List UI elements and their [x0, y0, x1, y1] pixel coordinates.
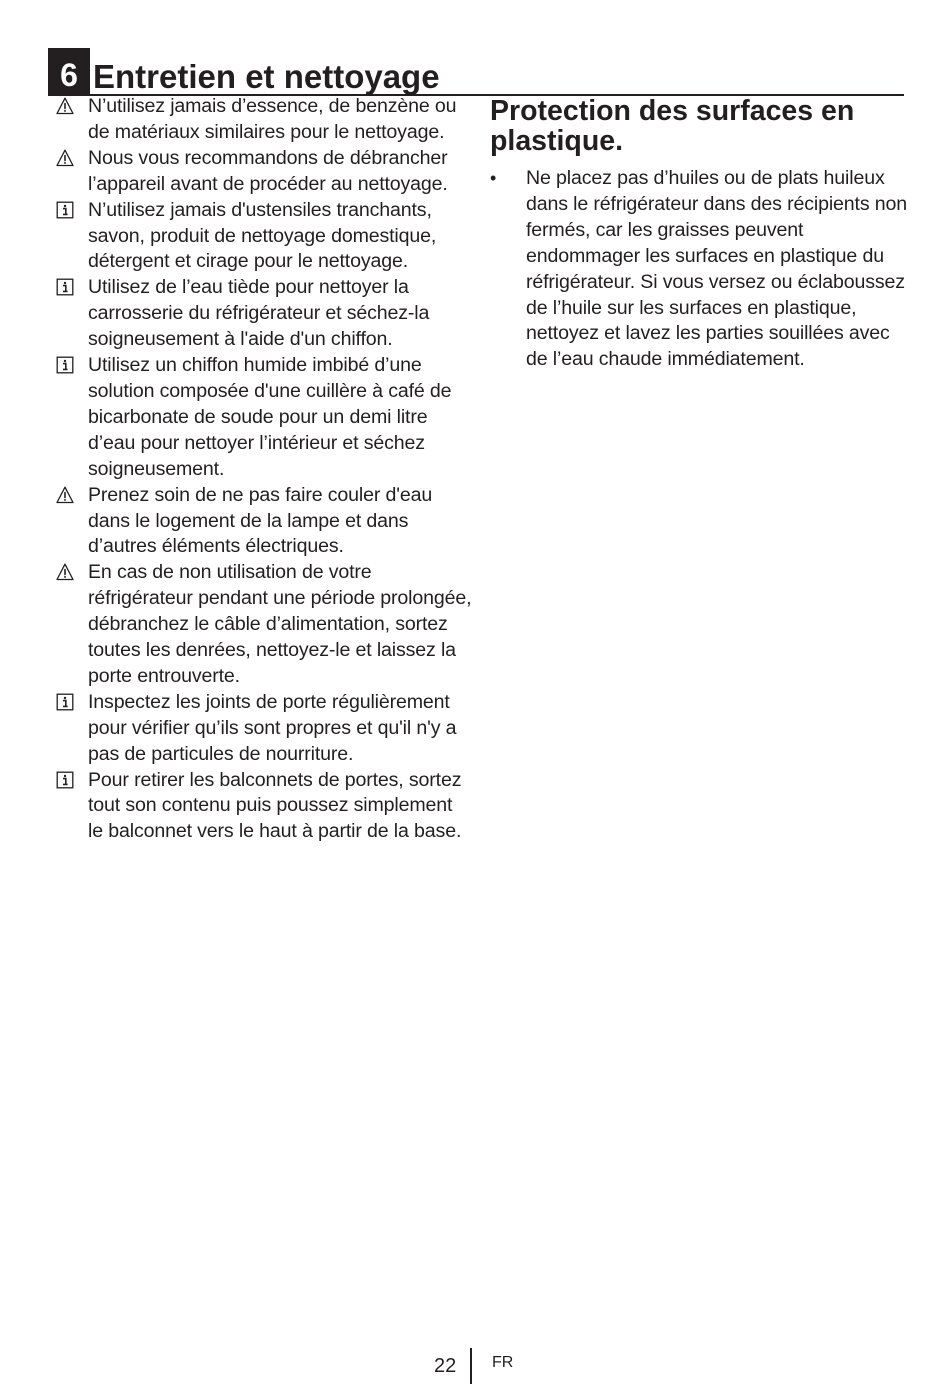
- info-icon: [56, 356, 74, 374]
- note-text: Prenez soin de ne pas faire couler d'eau dans le logement de la lampe et dans d’autres éléments électriques.: [88, 483, 433, 558]
- note-text: Pour retirer les balconnets de portes, sortez tout son contenu puis poussez simplement le balconnet vers le haut à partir de la base.: [88, 768, 462, 843]
- language-code: FR: [492, 1354, 514, 1371]
- page-number: 22: [434, 1355, 457, 1377]
- note-item: [52, 353, 472, 483]
- note-item: [52, 146, 472, 198]
- left-column: [52, 94, 472, 845]
- section-title: Entretien et nettoyage: [93, 58, 440, 95]
- note-text: En cas de non utilisation de votre réfrigérateur pendant une période prolongée, débranchez le câble d’alimentation, sortez toutes les denrées, nettoyez-le et laissez la porte entrouverte.: [88, 561, 472, 687]
- info-icon: [56, 201, 74, 219]
- note-text: Utilisez un chiffon humide imbibé d’une solution composée d'une cuillère à café de bicarbonate de soude pour un demi litre d’eau pour nettoyer l’intérieur et séchez soigneusement.: [88, 354, 452, 480]
- note-item: [52, 94, 472, 146]
- warning-icon: [56, 563, 74, 581]
- section-number: 6: [48, 48, 90, 94]
- note-text: Nous vous recommandons de débrancher l’appareil avant de procéder au nettoyage.: [88, 146, 448, 195]
- note-item: [52, 768, 472, 846]
- sub-heading: Protection des surfaces en plastique.: [490, 95, 855, 157]
- info-icon: [56, 771, 74, 789]
- footer-divider: [470, 1348, 472, 1384]
- section-header: [48, 48, 904, 96]
- note-text: Inspectez les joints de porte régulièrement pour vérifier qu’ils sont propres et qu'il n'y a pas de particules de nourriture.: [88, 690, 457, 765]
- bullet-icon: •: [490, 168, 497, 188]
- note-item: [52, 275, 472, 353]
- note-item: [52, 560, 472, 690]
- note-item: [52, 483, 472, 561]
- warning-icon: [56, 149, 74, 167]
- right-column: [490, 94, 910, 373]
- note-item: [52, 690, 472, 768]
- info-icon: [56, 278, 74, 296]
- warning-icon: [56, 97, 74, 115]
- note-text: N’utilisez jamais d'ustensiles tranchants, savon, produit de nettoyage domestique, détergent et cirage pour le nettoyage.: [88, 198, 437, 273]
- note-text: Utilisez de l’eau tiède pour nettoyer la carrosserie du réfrigérateur et séchez-la soigneusement à l'aide d'un chiffon.: [88, 276, 430, 351]
- bullet-text: Ne placez pas d’huiles ou de plats huileux dans le réfrigérateur dans des récipients non fermés, car les graisses peuvent endommager les surfaces en plastique du réfrigérateur. Si vous versez ou éclaboussez de l’huile sur les surfaces en plastique, nettoyez et lavez les parties souillées avec de l’eau chaude immédiatement.: [526, 167, 908, 371]
- bullet-item: [490, 166, 910, 373]
- warning-icon: [56, 486, 74, 504]
- info-icon: [56, 693, 74, 711]
- note-item: [52, 198, 472, 276]
- note-text: N’utilisez jamais d’essence, de benzène ou de matériaux similaires pour le nettoyage.: [88, 95, 457, 143]
